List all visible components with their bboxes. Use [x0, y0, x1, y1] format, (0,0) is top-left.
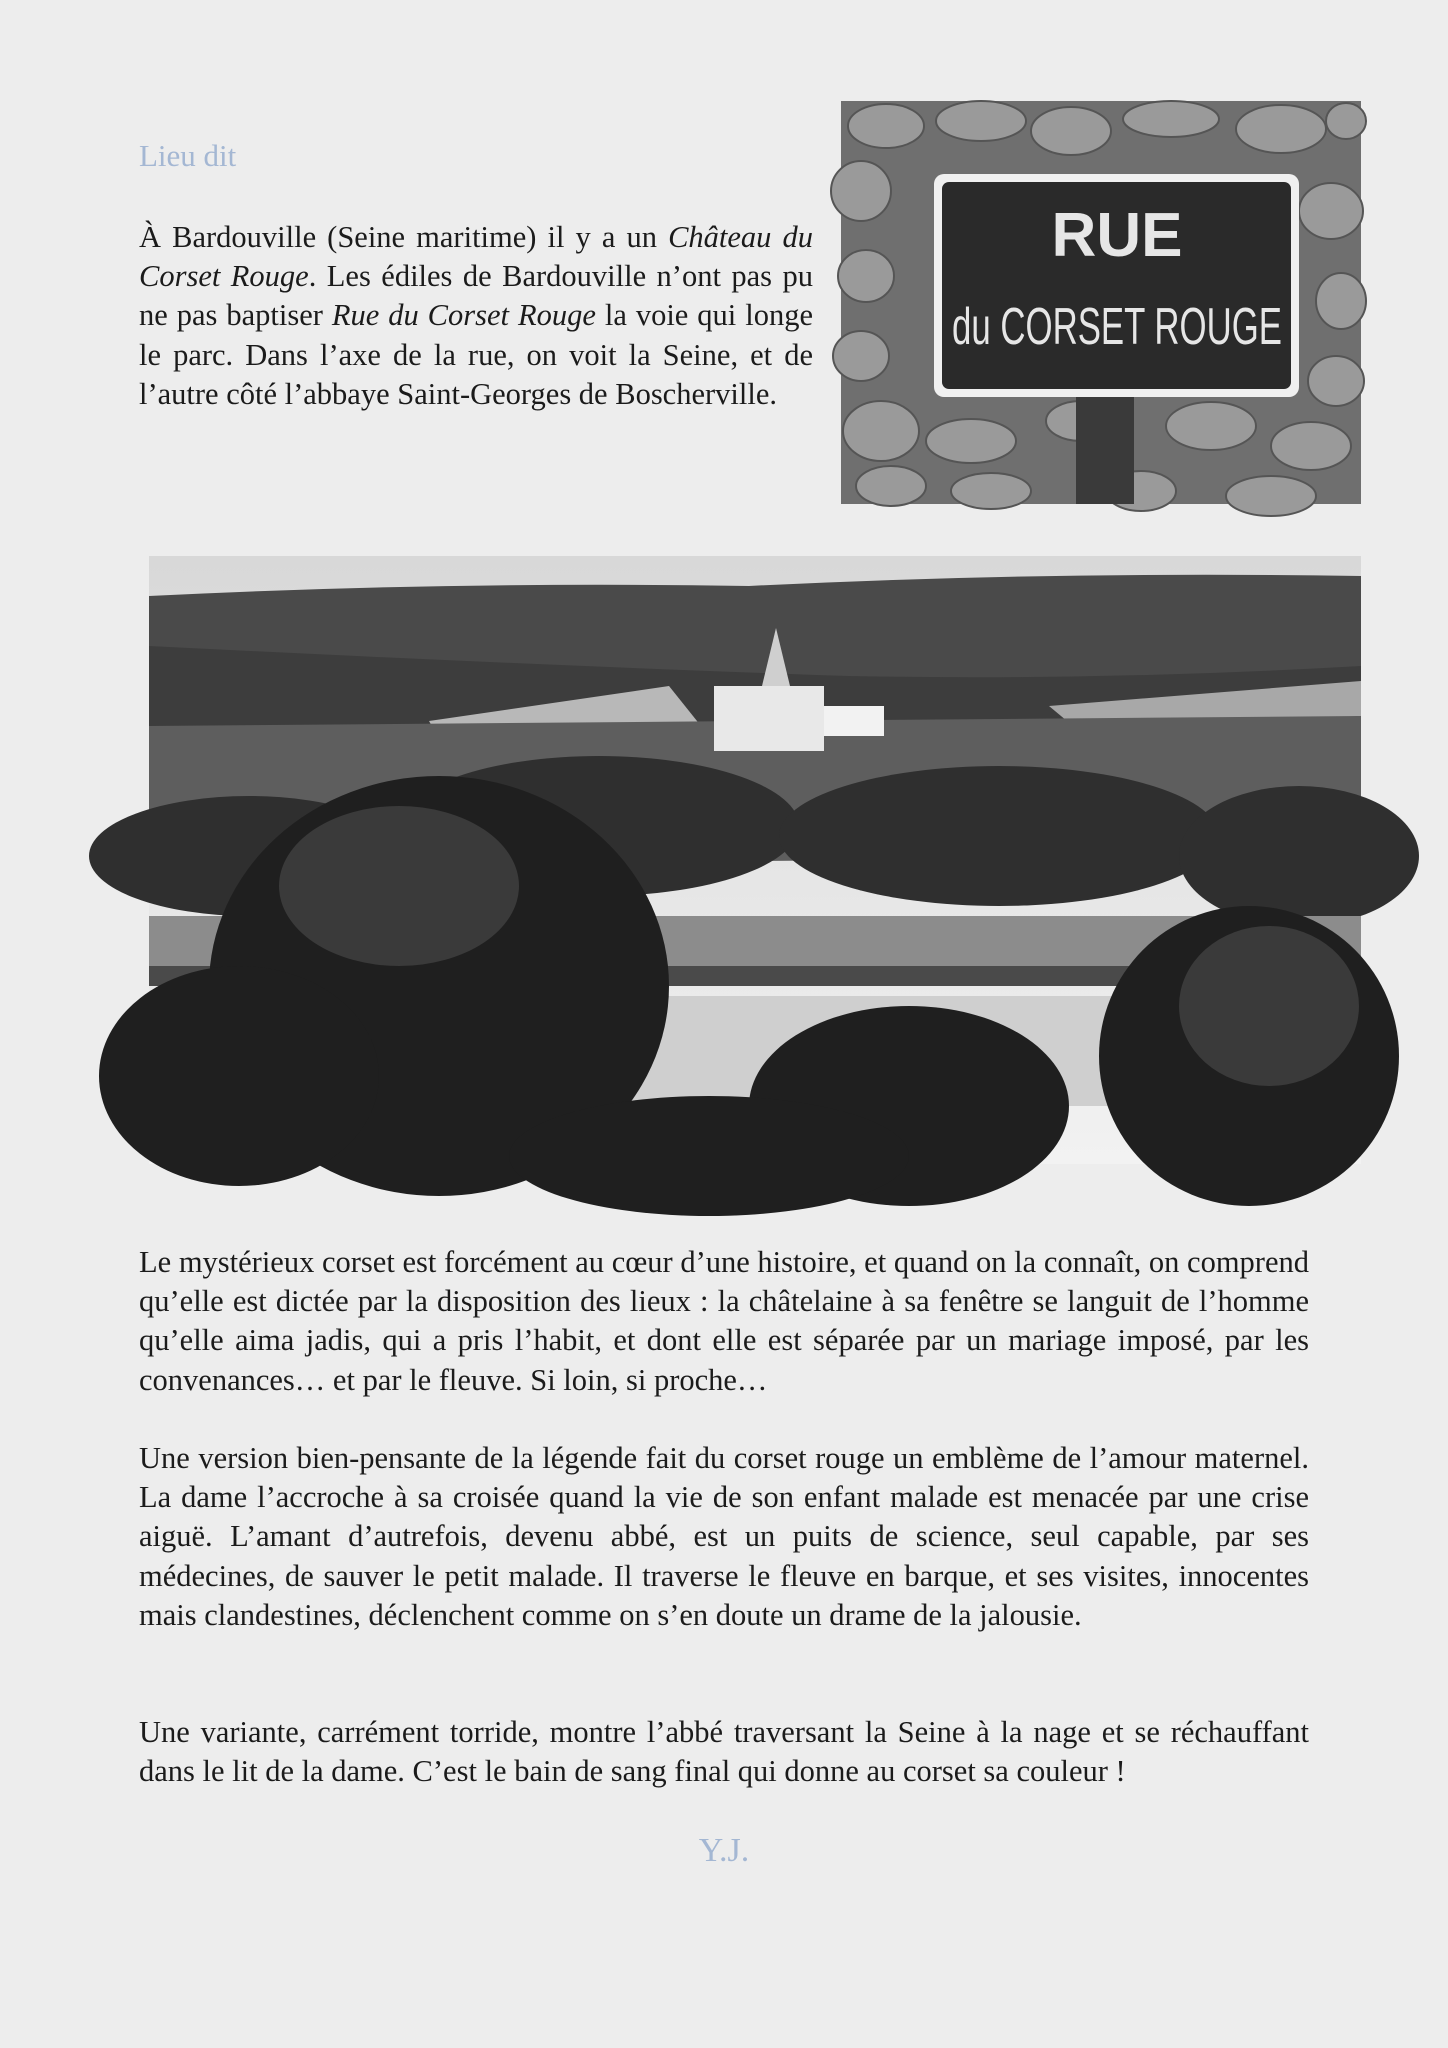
body-paragraph-3: Une variante, carrément torride, montre l’abbé traversant la Seine à la nage et se réchauffant dans le lit de la dame. C’est le bain de sang final qui donne au corset sa couleur ! — [139, 1715, 1309, 1789]
intro-text-1: À Bardouville (Seine maritime) il y a un — [139, 220, 669, 254]
body-paragraph-2: Une version bien-pensante de la légende fait du corset rouge un emblème de l’amour maternel. La dame l’accroche à sa croisée quand la vie de son enfant malade est menacée par une crise aiguë. L’amant d’autrefois, devenu abbé, est un puits de science, seul capable, par ses médecines, de sauver le petit malade. Il traverse le fleuve en barque, et ses visites, innocentes mais clandestines, déclenchent comme on s’en doute un drame de la jalousie. — [139, 1441, 1309, 1632]
sign-line-2: du CORSET ROUGE — [952, 298, 1282, 356]
sign-line-1: RUE — [1051, 201, 1183, 270]
body-paragraph-1: Le mystérieux corset est forcément au cœur d’une histoire, et quand on la connaît, on comprend qu’elle est dictée par la disposition des lieux : la châtelaine à sa fenêtre se languit de l’homme qu’elle aima jadis, qui a pris l’habit, et dont elle est séparée par un mariage imposé, par les convenances… et par le fleuve. Si loin, si proche… — [139, 1245, 1309, 1397]
intro-paragraph — [139, 218, 813, 414]
author-signature: Y.J. — [698, 1832, 750, 1869]
intro-street-name: Rue du Corset Rouge — [331, 298, 596, 333]
intro-text-2: . Les édiles de Bardouville n’ont pas pu ne pas baptiser — [139, 259, 813, 333]
landscape-photo — [149, 556, 1361, 1164]
intro-chateau-name: Château du Corset Rouge — [139, 220, 813, 294]
intro-text-3: la voie qui longe le parc. Dans l’axe de la rue, on voit la Seine, et de l’autre côté l’abbaye Saint-Georges de Boscherville. — [139, 298, 813, 411]
street-sign-photo — [841, 101, 1361, 504]
section-heading: Lieu dit — [139, 138, 237, 173]
